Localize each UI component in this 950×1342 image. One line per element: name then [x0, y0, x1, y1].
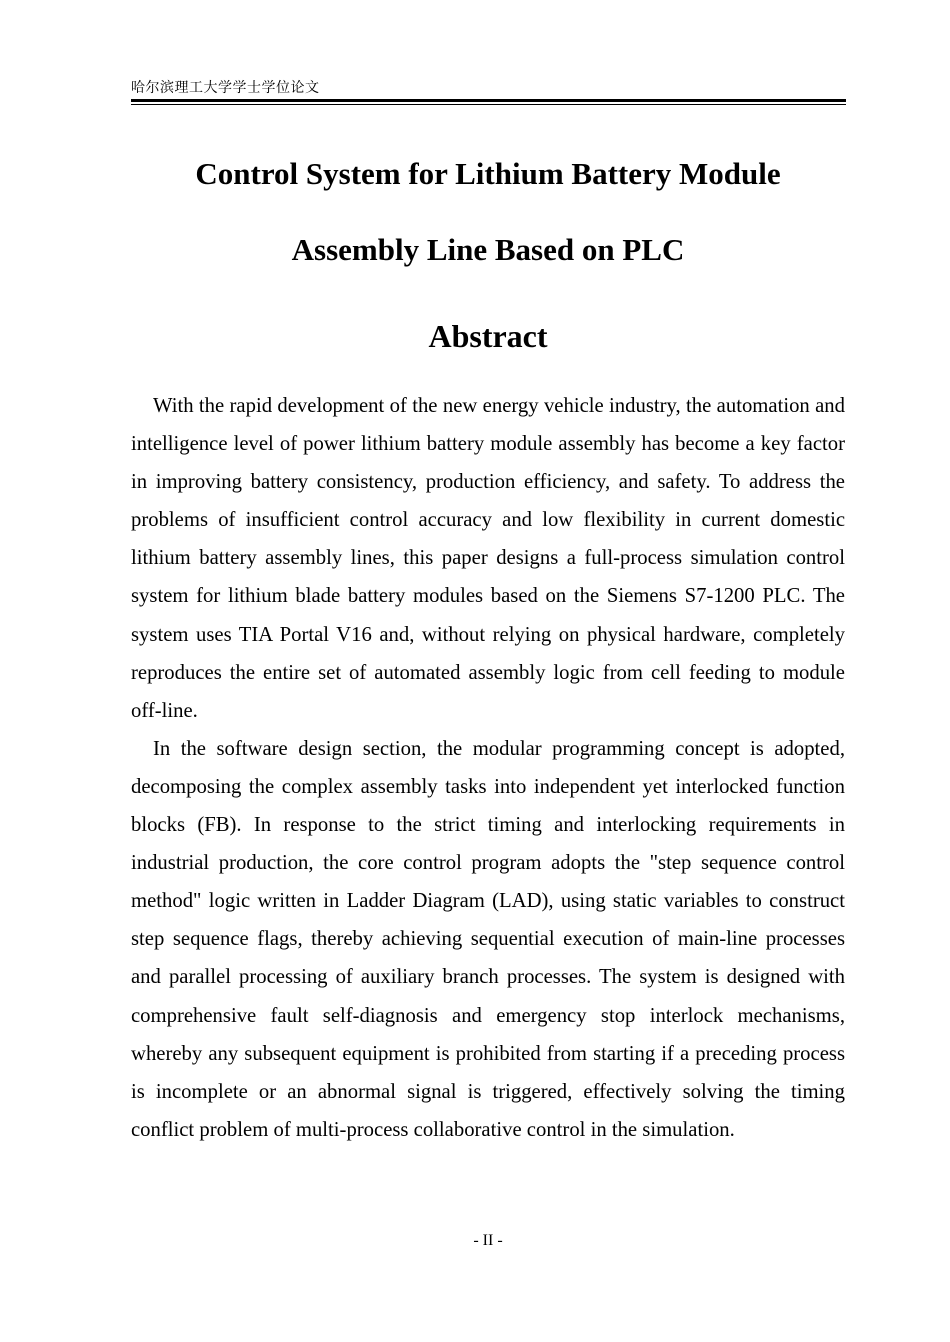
paper-title-line-2: Assembly Line Based on PLC — [291, 232, 685, 267]
paper-title-line-1: Control System for Lithium Battery Module — [195, 156, 781, 191]
abstract-paragraph-2: In the software design section, the modular programming concept is adopted, decomposing the complex assembly tasks into independent yet interlocked function blocks (FB). In response to the strict timing and interlocking requirements in industrial production, the core control program adopts the "step sequence control method" logic written in Ladder Diagram (LAD), using static variables to construct step sequence flags, thereby achieving sequential execution of main-line processes and parallel processing of auxiliary branch processes. The system is designed with comprehensive fault self-diagnosis and emergency stop interlock mechanisms, whereby any subsequent equipment is prohibited from starting if a preceding process is incomplete or an abnormal signal is triggered, effectively solving the timing conflict problem of multi-process collaborative control in the simulation. — [131, 737, 845, 1141]
page-number: - II - — [473, 1232, 503, 1249]
abstract-heading: Abstract — [428, 318, 548, 354]
header-rule-thick — [131, 99, 846, 102]
header-rule-thin — [131, 104, 846, 105]
abstract-paragraph-1: With the rapid development of the new energy vehicle industry, the automation and intelligence level of power lithium battery module assembly has become a key factor in improving battery consistency, production efficiency, and safety. To address the problems of insufficient control accuracy and low flexibility in current domestic lithium battery assembly lines, this paper designs a full-process simulation control system for lithium blade battery modules based on the Siemens S7-1200 PLC. The system uses TIA Portal V16 and, without relying on physical hardware, completely reproduces the entire set of automated assembly logic from cell feeding to module off-line. — [131, 395, 845, 722]
running-header: 哈尔滨理工大学学士学位论文 — [131, 80, 320, 96]
abstract-body — [131, 387, 845, 1149]
